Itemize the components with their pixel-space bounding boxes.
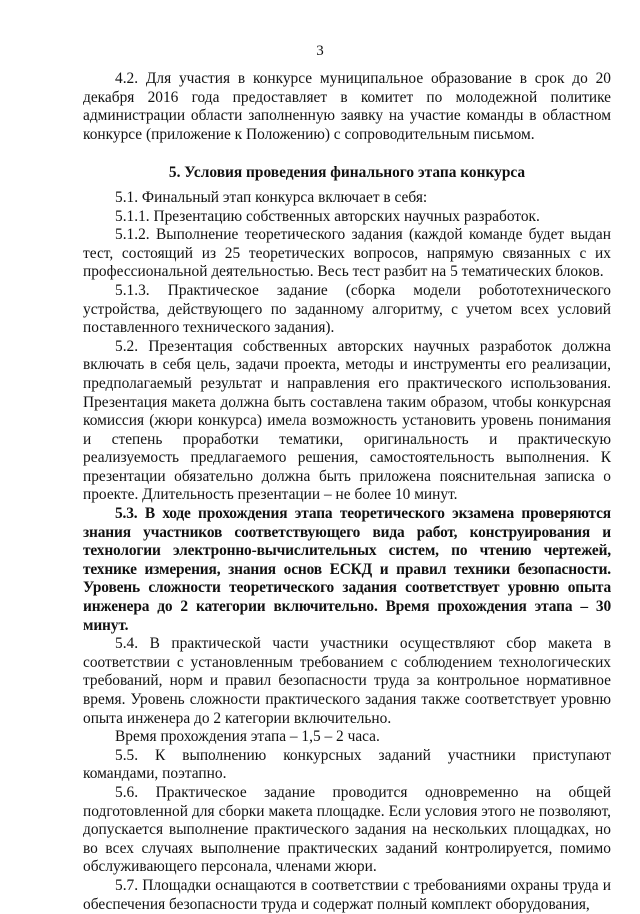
paragraph-5-1-1: 5.1.1. Презентацию собственных авторских научных разработок. bbox=[115, 207, 540, 225]
paragraph-5-5: 5.5. К выполнению конкурсных заданий участники приступают командами, поэтапно. bbox=[83, 746, 611, 783]
paragraph-5-1: 5.1. Финальный этап конкурса включает в себя: bbox=[115, 188, 428, 206]
paragraph-5-7: 5.7. Площадки оснащаются в соответствии с требованиями охраны труда и обеспечения безопасности труда и содержат полный комплект оборудования, bbox=[83, 876, 611, 913]
paragraph-5-3: 5.3. В ходе прохождения этапа теоретического экзамена проверяются знания участников соответствующего вида работ, конструирования и технологии электронно-вычислительных систем, по чтению чертежей, технике измерения, знания основ ЕСКД и правил техники безопасности. Уровень сложности теоретического задания соответствует уровню опыта инженера до 2 категории включительно. Время прохождения этапа – 30 минут. bbox=[83, 505, 611, 634]
paragraph-5-1-3: 5.1.3. Практическое задание (сборка модели робототехнического устройства, действующего по заданному алгоритму, с учетом всех условий поставленного технического задания). bbox=[83, 281, 611, 337]
paragraph-5-1-2: 5.1.2. Выполнение теоретического задания (каждой команде будет выдан тест, состоящий из 25 теоретических вопросов, напрямую связанных с их профессиональной деятельностью. Весь тест разбит на 5 тематических блоков. bbox=[83, 226, 611, 281]
paragraph-5-4: 5.4. В практической части участники осуществляют сбор макета в соответствии с установленным требованием с соблюдением технологических требований, норм и правил безопасности труда за контрольное нормативное время. Уровень сложности практического задания также соответствует уровню опыта инженера до 2 категории включительно. bbox=[83, 635, 611, 727]
section-heading: 5. Условия проведения финального этапа конкурса bbox=[168, 164, 526, 182]
paragraph-stage-time: Время прохождения этапа – 1,5 – 2 часа. bbox=[115, 728, 380, 746]
paragraph-5-6: 5.6. Практическое задание проводится одновременно на общей подготовленной для сборки макета площадке. Если условия этого не позволяют, допускается выполнение практического задания на нескольких площадках, но во всех случаях выполнение практических заданий контролируется, помимо обслуживающего персонала, членами жюри. bbox=[83, 783, 611, 876]
page-number: 3 bbox=[316, 43, 324, 59]
paragraph-4-2: 4.2. Для участия в конкурсе муниципальное образование в срок до 20 декабря 2016 года предоставляет в комитет по молодежной политике администрации области заполненную заявку на участие команды в областном конкурсе (приложение к Положению) с сопроводительным письмом. bbox=[83, 70, 611, 143]
document-body bbox=[83, 70, 611, 914]
paragraph-5-2: 5.2. Презентация собственных авторских научных разработок должна включать в себя цель, задачи проекта, методы и инструменты его реализации, предполагаемый результат и направления его практического использования. Презентация макета должна быть составлена таким образом, чтобы конкурсная комиссия (жюри конкурса) имела возможность установить уровень понимания и степень проработки тематики, оригинальность и практическую реализуемость предлагаемого решения, самостоятельность выполнения. К презентации обязательно должна быть приложена пояснительная записка о проекте. Длительность презентации – не более 10 минут. bbox=[83, 337, 611, 504]
